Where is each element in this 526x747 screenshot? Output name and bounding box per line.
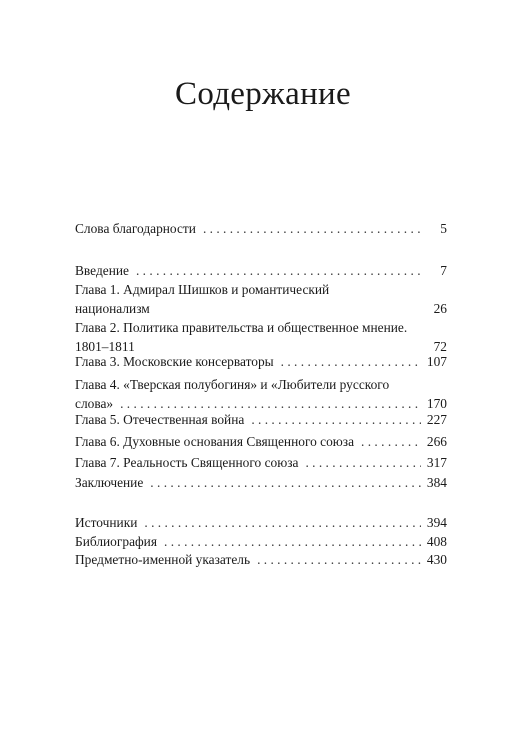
dot-leader xyxy=(164,533,421,552)
toc-entry-title: Глава 5. Отечественная война xyxy=(75,412,245,427)
dot-leader xyxy=(203,220,423,239)
toc-entry-chapter-1[interactable] xyxy=(75,281,447,318)
toc-entry-index[interactable] xyxy=(75,551,447,570)
toc-entry-conclusion[interactable] xyxy=(75,474,447,493)
toc-entry-bibliography[interactable] xyxy=(75,533,447,552)
toc-entry-title: Глава 4. «Тверская полубогиня» и «Любители русского xyxy=(75,377,390,392)
toc-entry-page: 5 xyxy=(440,221,447,236)
toc-entry-title: Глава 2. Политика правительства и общественное мнение. xyxy=(75,320,408,335)
dot-leader xyxy=(305,454,420,473)
toc-entry-page: 430 xyxy=(426,552,447,567)
dot-leader xyxy=(150,474,421,493)
toc-entry-acknowledgements[interactable] xyxy=(75,220,447,239)
toc-entry-chapter-7[interactable] xyxy=(75,454,447,473)
toc-entry-title: Глава 1. Адмирал Шишков и романтический xyxy=(75,282,330,297)
toc-entry-title: Глава 7. Реальность Священного союза xyxy=(75,455,299,470)
dot-leader xyxy=(361,433,421,452)
toc-entry-title: Слова благодарности xyxy=(75,221,196,236)
toc-entry-page: 394 xyxy=(426,515,447,530)
toc-entry-title: Библиография xyxy=(75,534,158,549)
toc-entry-title-continued: слова» xyxy=(75,395,114,411)
toc-entry-chapter-5[interactable] xyxy=(75,411,447,430)
toc-entry-chapter-3[interactable] xyxy=(75,353,447,372)
dot-leader xyxy=(144,514,421,533)
toc-entry-page: 266 xyxy=(426,434,447,449)
toc-entry-title: Глава 6. Духовные основания Священного союза xyxy=(75,434,355,449)
toc-entry-title: Введение xyxy=(75,263,129,278)
toc-entry-title: Источники xyxy=(75,515,138,530)
dot-leader xyxy=(136,262,423,281)
dot-leader xyxy=(251,411,421,430)
toc-entry-page: 227 xyxy=(426,412,447,427)
dot-leader xyxy=(257,551,421,570)
toc-entry-page: 317 xyxy=(426,455,447,470)
toc-entry-page: 7 xyxy=(440,263,447,278)
toc-entry-chapter-6[interactable] xyxy=(75,433,447,452)
toc-entry-title: Глава 3. Московские консерваторы xyxy=(75,354,274,369)
page-title: Содержание xyxy=(175,76,351,112)
toc-entry-title: Предметно-именной указатель xyxy=(75,552,251,567)
toc-entry-title: Заключение xyxy=(75,475,144,490)
toc-entry-chapter-2[interactable] xyxy=(75,319,447,356)
toc-entry-title-continued: 1801–1811 xyxy=(75,338,135,354)
toc-entry-introduction[interactable] xyxy=(75,262,447,281)
toc-entry-page: 408 xyxy=(426,534,447,549)
toc-entry-chapter-4[interactable] xyxy=(75,376,447,413)
dot-leader xyxy=(281,353,421,372)
toc-entry-page: 72 xyxy=(433,338,447,354)
toc-entry-sources[interactable] xyxy=(75,514,447,533)
toc-entry-page: 384 xyxy=(426,475,447,490)
toc-entry-title-continued: национализм xyxy=(75,300,150,316)
toc-entry-page: 170 xyxy=(426,395,447,411)
toc-entry-page: 107 xyxy=(426,354,447,369)
toc-entry-page: 26 xyxy=(433,300,447,316)
